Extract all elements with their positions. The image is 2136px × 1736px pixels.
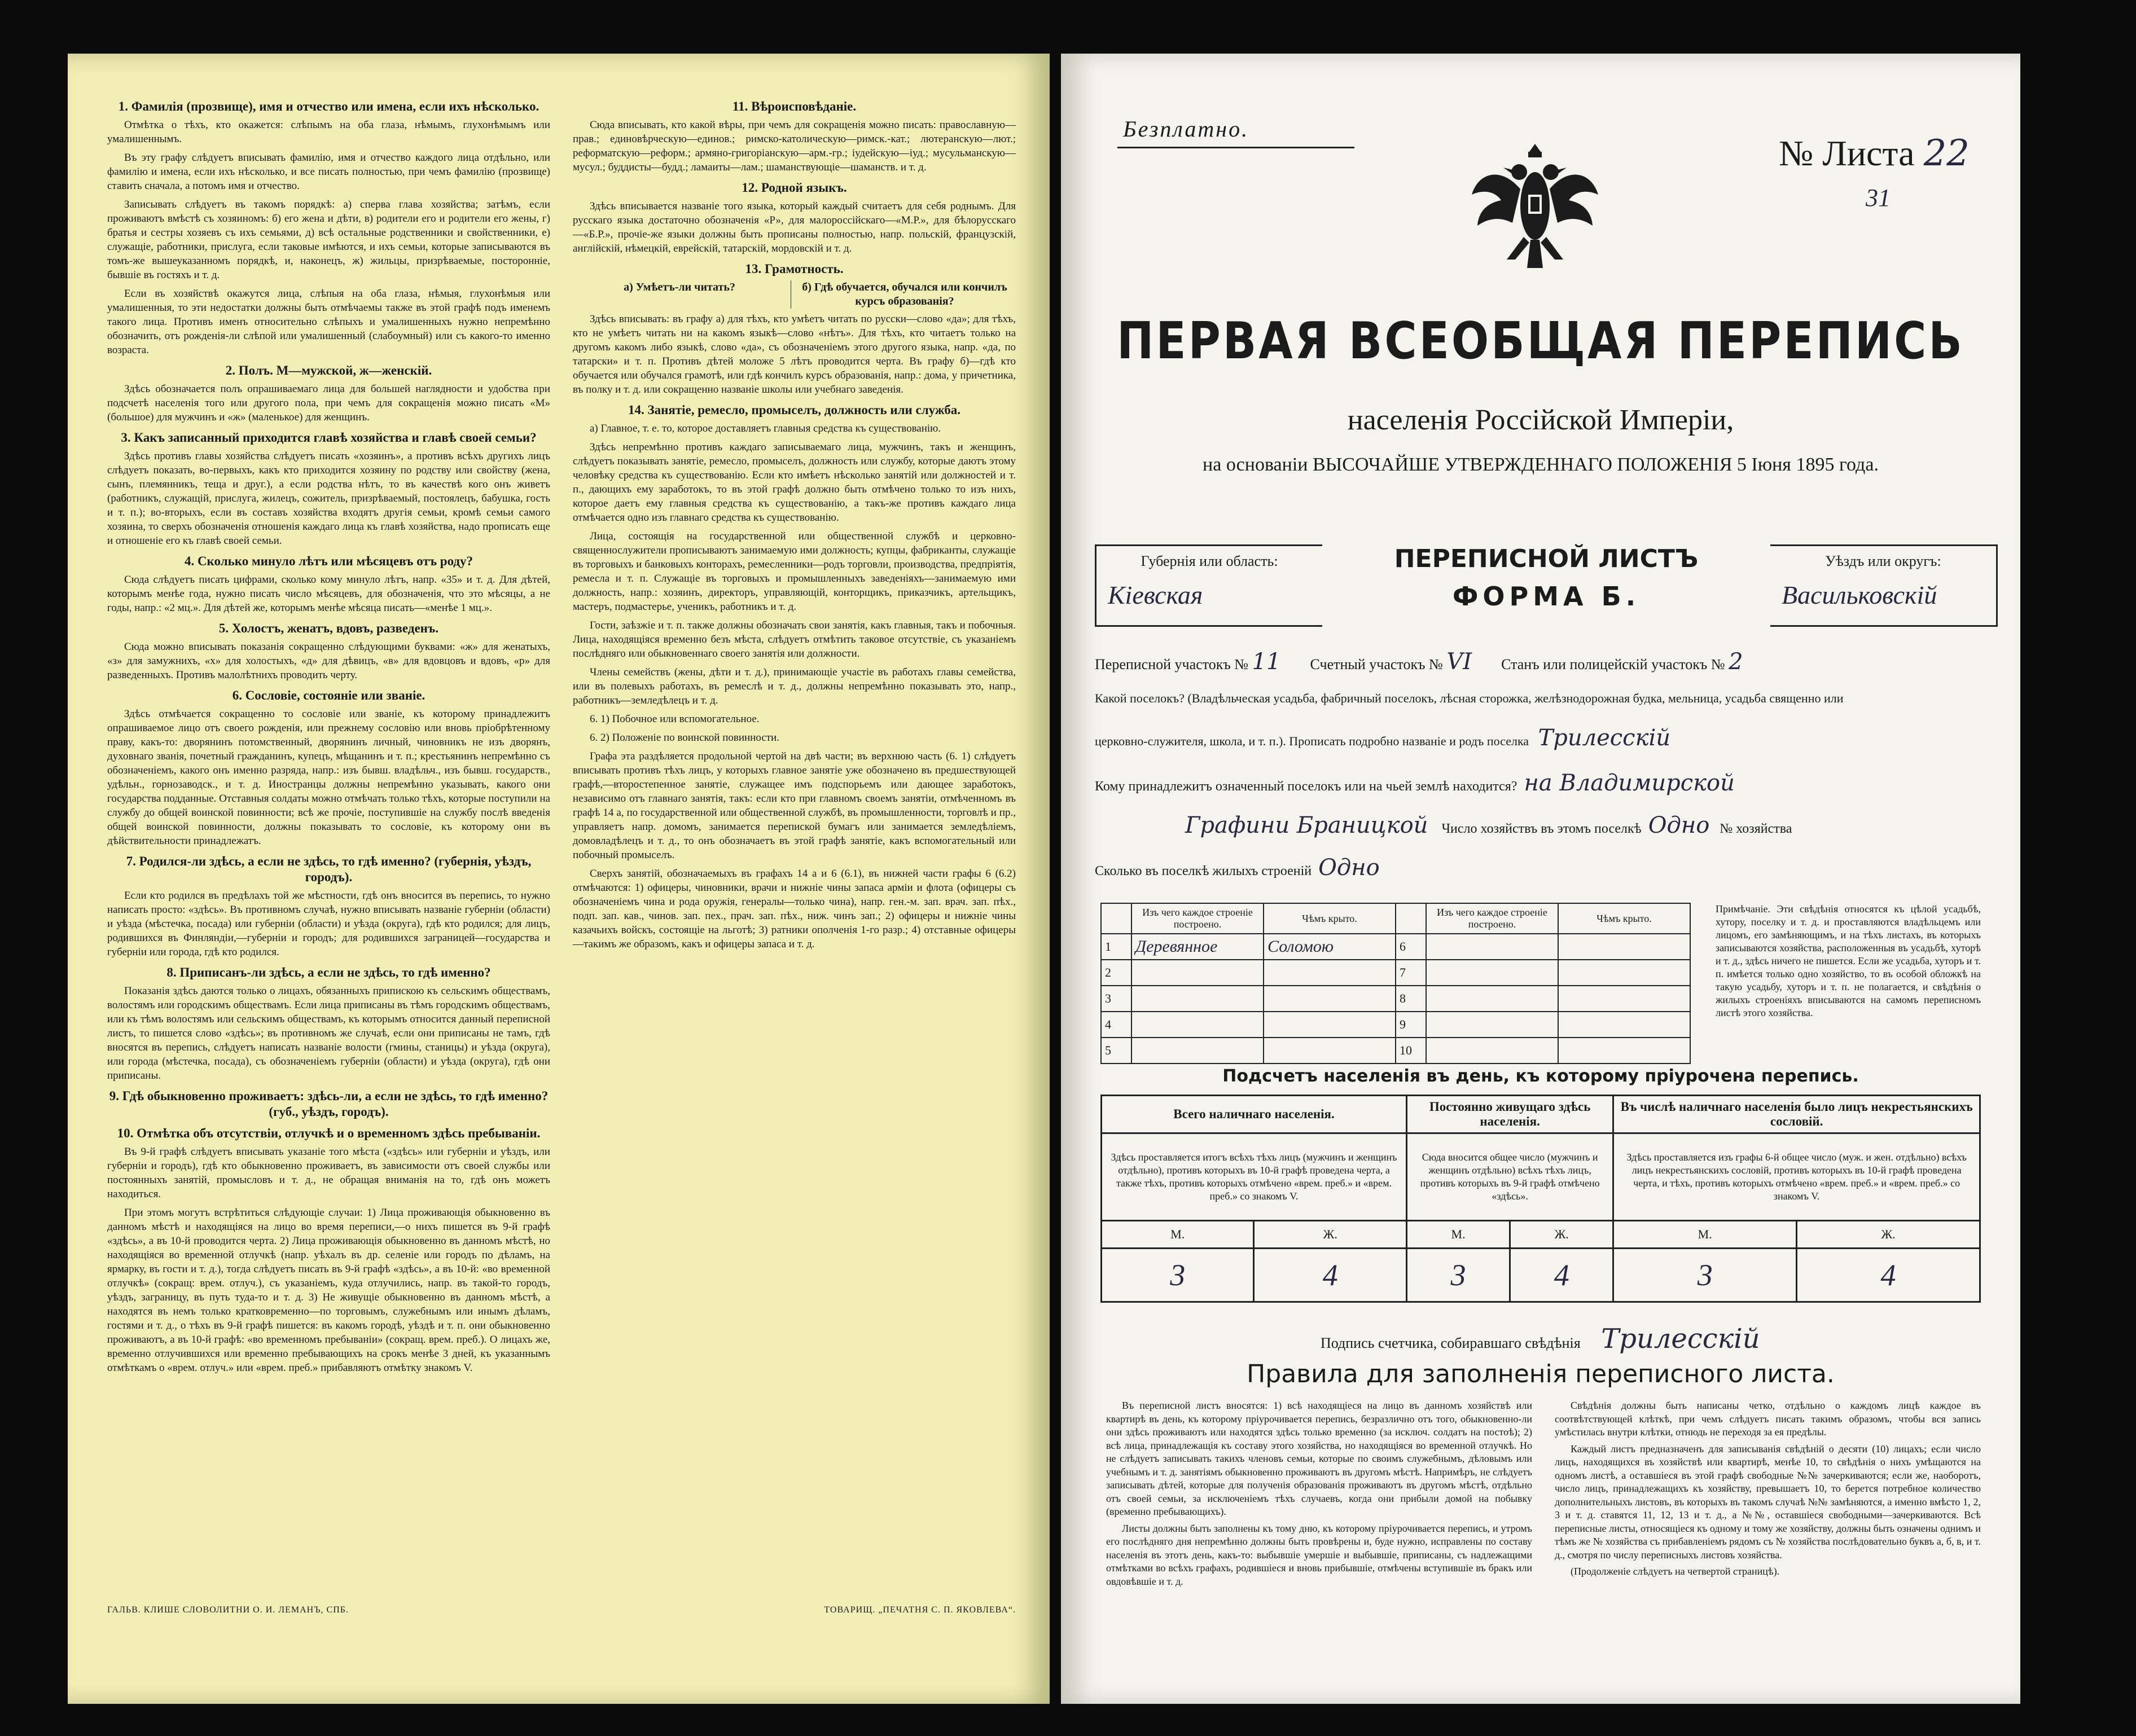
census-title: ПЕРВАЯ ВСЕОБЩАЯ ПЕРЕПИСЬ <box>1117 312 1964 371</box>
sheet-number-handwritten-2: 31 <box>1866 184 1891 212</box>
sheet-number-handwritten: 22 <box>1923 133 1970 174</box>
section-heading: 12. Родной языкъ. <box>742 181 847 195</box>
building-row <box>1101 986 1690 1012</box>
district-line <box>1095 649 1743 675</box>
instruction-paragraph: Сверхъ занятій, обозначаемыхъ въ графахъ 14 а и 6 (6.1), въ нижней части графы 6 (6.2) отмѣчаются: 1) офицеры, чиновники, врачи и нижніе чины запаса арміи и флота (офицеры съ обозначеніемъ чина и рода оружія, генералы—только чина), напр. ген.-м. зап. врач. зап. пѣх., подп. зап. кав., чинов. зап. пех., прач. зап. пѣх., ниж. чинъ зап.; 2) офицеры и нижніе чины казачьихъ войскъ, состоящіе на льготѣ; 3) ратники ополченія 1-го разр.; 4) отставные офицеры—такимъ же образомъ, какъ и офицеры запаса и т. д. <box>573 868 1016 950</box>
section-heading: 4. Сколько минуло лѣтъ или мѣсяцевъ отъ роду? <box>184 554 473 568</box>
building-number: 9 <box>1396 1012 1426 1038</box>
form-code: ФОРМА Б. <box>1452 581 1641 612</box>
census-district-label: Переписной участокъ № <box>1095 656 1249 673</box>
building-row <box>1101 960 1690 986</box>
non-peasant-female-count: 4 <box>1797 1249 1980 1302</box>
building-roof <box>1264 1038 1396 1063</box>
instruction-paragraph: Сюда можно вписывать показанія сокращенно слѣдующими буквами: «ж» для женатыхъ, «з» для замужнихъ, «х» для холостыхъ, «д» для дѣвицъ, «в» для вдовцовъ и вдовъ, «р» для разведенныхъ. Противъ малолѣтнихъ проводить черту. <box>107 641 550 681</box>
building-material <box>1426 1038 1558 1063</box>
building-row <box>1101 934 1690 960</box>
instruction-paragraph: Лица, состоящія на государственной или общественной службѣ и церковно-священнослужители прописываютъ занимаемую ими должность; купцы, фабриканты, служащіе въ торговыхъ и банковыхъ конторахъ, ремесленники—родъ торговли, производства, предпріятія, ремесла и т. п. Служащіе въ торговыхъ и промышленныхъ заведеніяхъ—занимаемую ими должность, напр.: хозяинъ, директоръ, управляющій, конторщикъ, приказчикъ, артельщикъ, мастеръ, подмастерье, ученикъ, работникъ и т. д. <box>573 530 1016 613</box>
building-row <box>1101 1012 1690 1038</box>
building-material <box>1131 960 1264 986</box>
owner-handwritten: на Владимирской <box>1524 770 1735 796</box>
building-material <box>1131 1038 1264 1063</box>
instruction-paragraph: Здѣсь вписывается названіе того языка, который каждый считаетъ для себя роднымъ. Для русскаго языка достаточно обозначенія «Р», для малороссійскаго—«М.Р.», для бѣлорусскаго—«Б.Р.», прочіе-же языки должны быть прописаны полностью, напр. польскій, французскій, англійскій, нѣмецкій, еврейскій, татарскій, мордовскій и т. д. <box>573 200 1016 254</box>
section-heading: 10. Отмѣтка объ отсутствіи, отлучкѣ и о временномъ здѣсь пребываніи. <box>117 1126 541 1140</box>
instruction-paragraph: 6. 1) Побочное или вспомогательное. <box>590 713 760 725</box>
instruction-paragraph: Графа эта раздѣляется продольной чертой на двѣ части; въ верхнюю часть (6. 1) слѣдуетъ вписывать противъ тѣхъ лицъ, у которыхъ главное занятіе уже обозначено въ предшествующей графѣ,—второстепенное занятіе, служащее имъ подспорьемъ или дающее заработокъ, независимо отъ главнаго занятія, такъ: если кто при главномъ своемъ занятіи, отмѣченномъ въ графѣ 14 а, по государственной или общественной службѣ, въ промышленности, торговлѣ и пр., управляетъ напр. домомъ, занимается перепиской бумагъ или занимается земледѣліемъ, домовладѣлецъ и т. д., то онъ обозначаетъ въ этой графѣ занятіе, какъ вспомогательный или побочный промыселъ. <box>573 750 1016 861</box>
signature-label: Подпись счетчика, собиравшаго свѣдѣнія <box>1321 1335 1581 1351</box>
rule-paragraph: (Продолженіе слѣдуетъ на четвертой страницѣ). <box>1571 1566 1780 1577</box>
population-count-title: Подсчетъ населенія въ день, къ которому пріурочена перепись. <box>1222 1066 1859 1086</box>
section-heading: 6. Сословіе, состояніе или званіе. <box>232 688 426 702</box>
section-heading: 11. Вѣроисповѣданіе. <box>732 99 857 113</box>
instructions-column-2 <box>573 93 1016 1588</box>
buildings-table <box>1100 903 1691 1064</box>
instruction-paragraph: Гости, заѣзжіе и т. п. также должны обозначать свои занятія, какъ главныя, такъ и побочныя. Лица, находящіяся временно безъ мѣста, слѣдуетъ отмѣтить таковое отсутствіе, съ указаніемъ послѣдняго или обыкновеннаго своего занятія или должности. <box>573 619 1016 660</box>
building-number: 3 <box>1101 986 1131 1012</box>
instruction-paragraph: Записывать слѣдуетъ въ такомъ порядкѣ: а) сперва глава хозяйства; затѣмъ, если проживаютъ вмѣстѣ съ хозяиномъ: б) его жена и дѣти, в) родители его и родители его жены, г) братья и сестры хозяевъ съ ихъ семьями, д) всѣ остальные родственники и свойственники, е) служащіе, работники, прислуга, если таковые имѣются, и ихъ семьи, которые записываются въ томъ-же вышеуказанномъ порядкѣ, и, наконецъ, ж) жильцы, призрѣваемые, посторонніе, бывшіе въ гостяхъ и т. д. <box>107 199 550 281</box>
building-roof <box>1264 986 1396 1012</box>
literacy-subheading: б) Гдѣ обучается, обучался или кончилъ курсъ образованія? <box>802 281 1007 307</box>
total-female-count: 4 <box>1254 1249 1407 1302</box>
settlement-name-line <box>1095 725 1670 751</box>
building-number: 7 <box>1396 960 1426 986</box>
building-roof <box>1558 1012 1690 1038</box>
instruction-paragraph: Сюда слѣдуетъ писать цифрами, сколько кому минуло лѣтъ, напр. «35» и т. д. Для дѣтей, которымъ менѣе года, нужно писать число мѣсяцевъ, для обозначенія, что это мѣсяцы, а не годы, напр.: «2 мц.». Для дѣтей же, которымъ менѣе мѣсяца писать—«менѣе 1 мц.». <box>107 574 550 614</box>
male-header: М. <box>1613 1221 1797 1249</box>
rule-paragraph: Свѣдѣнія должны быть написаны четко, отдѣльно о каждомъ лицѣ каждое въ соотвѣтствующей клѣткѣ, при чемъ слѣдуетъ писать такимъ образомъ, чтобы вся запись умѣстилась внутри клѣтки, отнюдь не переходя за ея предѣлы. <box>1555 1400 1981 1438</box>
resident-female-count: 4 <box>1510 1249 1613 1302</box>
building-material <box>1131 986 1264 1012</box>
census-subtitle: населенія Россійской Имперіи, <box>1347 404 1734 436</box>
section-heading: 2. Полъ. М—мужской, ж—женскій. <box>225 363 432 377</box>
section-heading: 9. Гдѣ обыкновенно проживаетъ: здѣсь-ли, а если не здѣсь, то гдѣ именно? (губ., уѣздъ, городъ). <box>109 1089 549 1119</box>
form-header-box <box>1095 544 1998 623</box>
counting-district-handwritten: VI <box>1446 649 1472 675</box>
uezd-label: Уѣздъ или округъ: <box>1825 553 1941 569</box>
counting-district-label: Счетный участокъ № <box>1310 656 1443 673</box>
male-header: М. <box>1406 1221 1510 1249</box>
building-material <box>1426 960 1558 986</box>
instruction-paragraph: а) Главное, т. е. то, которое доставляетъ главныя средства къ существованію. <box>590 423 941 434</box>
section-heading: 5. Холостъ, женатъ, вдовъ, разведенъ. <box>218 621 439 635</box>
rules-title: Правила для заполненія переписного листа. <box>1247 1360 1835 1388</box>
section-heading: 13. Грамотность. <box>745 262 844 276</box>
right-page <box>1061 54 2020 1704</box>
owner-line <box>1095 770 1735 796</box>
settlement-name-label: церковно-служителя, школа, и т. п.). Прописать подробно названіе и родъ поселка <box>1095 734 1529 748</box>
instruction-paragraph: Члены семействъ (жены, дѣти и т. д.), принимающіе участіе въ работахъ главы семейства, или въ полевыхъ работахъ, въ ремеслѣ и т. д., должны непремѣнно показывать это, напр., работникъ—земледѣлецъ и т. д. <box>573 666 1016 706</box>
double-headed-eagle-emblem-icon <box>1467 133 1603 279</box>
building-number: 8 <box>1396 986 1426 1012</box>
section-heading: 7. Родился-ли здѣсь, а если не здѣсь, то гдѣ именно? (губернія, уѣздъ, городъ). <box>126 854 532 884</box>
female-header: Ж. <box>1797 1221 1980 1249</box>
non-peasant-male-count: 3 <box>1613 1249 1797 1302</box>
enumerator-signature: Трилесскій <box>1601 1323 1760 1355</box>
building-material <box>1426 934 1558 960</box>
pop-total-text: Здѣсь проставляется итогъ всѣхъ тѣхъ лицъ (мужчинъ и женщинъ отдѣльно), противъ которыхъ въ 10-й графѣ проведена черта, а также тѣхъ, противъ которыхъ отмѣчено «врем. преб.» и «врем. преб.» со знакомъ V. <box>1102 1133 1407 1221</box>
building-material <box>1426 986 1558 1012</box>
census-legal-basis: на основаніи ВЫСОЧАЙШЕ УТВЕРЖДЕННАГО ПОЛОЖЕНІЯ 5 Іюня 1895 года. <box>1203 454 1879 475</box>
building-material <box>1426 1012 1558 1038</box>
households-handwritten: Одно <box>1648 812 1710 838</box>
settlement-name-handwritten: Трилесскій <box>1538 725 1671 751</box>
rule-paragraph: Листы должны быть заполнены къ тому дню, къ которому пріурочивается перепись, и утромъ его послѣдняго дня непремѣнно должны быть провѣрены и, буде нужно, исправлены по составу населенія въ этотъ день, какъ-то: выбывшіе умершіе и выбывшіе, приписаны, съ надлежащими отмѣтками во всѣхъ графахъ, родившіеся и вновь прибывшіе, отмѣчены вступившіе въ бракъ или овдовѣвшіе и т. д. <box>1106 1522 1532 1587</box>
stan-handwritten: 2 <box>1729 649 1743 675</box>
building-number: 4 <box>1101 1012 1131 1038</box>
population-table <box>1100 1095 1981 1303</box>
pop-resident-text: Сюда вносится общее число (мужчинъ и женщинъ отдѣльно) всѣхъ тѣхъ лицъ, противъ которыхъ въ 9-й графѣ отмѣчено «здѣсь». <box>1406 1133 1613 1221</box>
gubernia-handwritten: Кіевская <box>1108 581 1203 609</box>
literacy-subheading: а) Умѣетъ-ли читать? <box>573 280 791 309</box>
footer-left: ГАЛЬВ. КЛИШЕ СЛОВОЛИТНИ О. И. ЛЕМАНЪ, СПБ. <box>107 1605 349 1615</box>
instruction-paragraph: При этомъ могутъ встрѣтиться слѣдующіе случаи: 1) Лица проживающія обыкновенно въ данномъ мѣстѣ и находящіяся на лицо во время переписи,—о нихъ пишется въ 9-й графѣ «здѣсь», а въ 10-й проводится черта. 2) Лица проживающія обыкновенно въ данномъ мѣстѣ, но находящіяся во временной отлучкѣ (напр. уѣхалъ въ др. селеніе или городъ по дѣламъ, на ярмарку, въ гости и т. д.), тогда слѣдуетъ писать въ 9-й графѣ «здѣсь», а въ 10-й: «во временной отлучкѣ» (сокращ: врем. отлуч.), съ указаніемъ, куда отлучились, напр. въ такой-то городъ, уѣздъ, заграницу, въ путь туда-то и т. д. 3) Не живущіе обыкновенно въ данномъ мѣстѣ, а находятся въ немъ только кратковременно—по торговымъ, служебнымъ или инымъ дѣламъ, гостями и т. д., о тѣхъ въ 9-й графѣ пишется: въ какомъ городѣ, уѣздѣ и т. п. они обыкновенно проживаютъ, а въ 10-й графѣ: «во временномъ пребываніи» (сокращ. врем. преб.). О лицахъ же, временно отлучившихся или временно пребывающихъ на срокъ менѣе 3 дней, къ указаннымъ отмѣткамъ о «врем. отлуч.» или «врем. преб.» прибавляютъ отмѣтку знакомъ V. <box>107 1207 550 1374</box>
sheet-label: № Листа <box>1779 133 1915 173</box>
instruction-paragraph: Здѣсь обозначается полъ опрашиваемаго лица для большей наглядности и удобства при подсчетѣ населенія того или другого пола, при чемъ для сокращенія можно писать «М» (большое) для мужчинъ и «ж» (маленькое) для женщинъ. <box>107 383 550 423</box>
building-roof: Соломою <box>1264 934 1396 960</box>
instruction-paragraph: Здѣсь отмѣчается сокращенно то сословіе или званіе, къ которому принадлежитъ опрашиваемое лицо отъ своего рожденія, или прежнему сословію или вновь пріобрѣтенному праву, какъ-то: дворянинъ потомственный, дворянинъ личный, чиновникъ не изъ дворянъ, духовнаго званія, почетный гражданинъ, купецъ, мѣщанинъ и т. п.; крестьянинъ непремѣнно съ обозначеніемъ, какого онъ именно разряда, напр.: изъ бывш. владѣльч., изъ бывш. государств., удѣльн., горнозаводск., и т. д. Иностранцы должны непремѣнно указывать, какого они государства подданные. Отставныя солдаты можно отмѣчать только тѣхъ, которые поступили на службу до общей воинской повинности; всѣ же прочіе, поступившіе на службу послѣ введенія общей воинской повинности, должны показывать то сословіе, къ которому они въ дѣйствительности принадлежатъ. <box>107 708 550 847</box>
building-material <box>1131 1012 1264 1038</box>
instruction-paragraph: Отмѣтка о тѣхъ, кто окажется: слѣпымъ на оба глаза, нѣмымъ, глухонѣмымъ или умалишеннымъ. <box>107 119 550 145</box>
building-number: 1 <box>1101 934 1131 960</box>
settlement-type-line: Какой поселокъ? (Владѣльческая усадьба, фабричный поселокъ, лѣсная сторожка, желѣзнодорожная будка, мельница, усадьба священно или <box>1095 691 1844 705</box>
building-number: 10 <box>1396 1038 1426 1063</box>
instruction-paragraph: Здѣсь непремѣнно противъ каждаго записываемаго лица, мужчинъ, такъ и женщинъ, слѣдуетъ показывать занятіе, ремесло, промыселъ, должность или службу, которые даютъ этому человѣку средства къ существованію. Если кто имѣетъ нѣсколько занятій или должностей и т. п., дающихъ ему заработокъ, то въ этой графѣ должно быть отмѣчено только то изъ нихъ, которое даетъ ему главныя средства къ существованію, а такъ-же противъ каждаго лица отмѣчается одно изъ главнаго средства къ существованію. <box>573 441 1016 524</box>
instruction-columns <box>107 93 1016 1588</box>
pop-non-peasant-text: Здѣсь проставляется изъ графы 6-й общее число (муж. и жен. отдѣльно) всѣхъ лицъ некрестьянскихъ сословій, противъ которыхъ въ 10-й графѣ проведена черта, и тѣхъ, противъ которыхъ отмѣчено «врем. преб.» и «врем. преб.» со знакомъ V. <box>1613 1133 1980 1221</box>
left-page <box>68 54 1050 1704</box>
free-label: Безплатно. <box>1123 116 1249 142</box>
owner-label: Кому принадлежитъ означенный поселокъ или на чьей землѣ находится? <box>1095 779 1517 794</box>
buildings-line <box>1095 855 1380 881</box>
instruction-paragraph: Здѣсь вписывать: въ графу а) для тѣхъ, кто умѣетъ читать по русски—слово «да»; для тѣхъ, кто не умѣетъ читать ни на какомъ языкѣ—слово «нѣтъ». Для тѣхъ, кто читаетъ только на другомъ какомъ либо языкѣ, слово «да», съ обозначеніемъ этого другого языка, напр. «да, по татарски» и т. п. Противъ дѣтей моложе 5 лѣтъ проводится черта. Въ графу б)—гдѣ кто обучается или обучался грамотѣ, или гдѣ кончилъ курсъ образованія, напр.: дома, у причетника, въ полку и т. д. или сокращенно названіе школы или учебнаго заведенія. <box>573 313 1016 395</box>
building-roof <box>1264 960 1396 986</box>
gubernia-box <box>1095 544 1322 627</box>
building-number: 6 <box>1396 934 1426 960</box>
instruction-paragraph: Въ 9-й графѣ слѣдуетъ вписывать указаніе того мѣста («здѣсь» или губерніи и уѣздъ, или губерніи и городъ), гдѣ кто обыкновенно проживаетъ, въ зависимости отъ своей службы или постоянныхъ занятій, промысловъ и т. д., не обращая вниманія на то, гдѣ онъ можетъ находиться. <box>107 1146 550 1200</box>
rule-paragraph: Въ переписной листъ вносятся: 1) всѣ находящіеся на лицо въ данномъ хозяйствѣ или квартирѣ въ день, къ которому пріурочивается перепись, безразлично отъ того, обыкновенно-ли они здѣсь проживаютъ или находятся здѣсь только временно (за исключ. солдатъ на постоѣ); 2) всѣ лица, принадлежащія къ составу этого хозяйства, но находящіяся во временной отлучкѣ. Но не слѣдуетъ записывать такихъ членовъ семьи, которые по своимъ служебнымъ, дѣловымъ или учебнымъ и т. д. занятіямъ обыкновенно проживаютъ въ другомъ мѣстѣ. Напримѣръ, не слѣдуетъ записывать дѣтей, которые для полученія образованія проживаютъ въ другомъ мѣстѣ, отдѣльно отъ своей семьи, за исключеніемъ тѣхъ случаевъ, когда они прибыли домой на побывку (временно пребывающихъ). <box>1106 1400 1532 1517</box>
bld-roof-header: Чѣмъ крыто. <box>1264 903 1396 934</box>
form-title: ПЕРЕПИСНОЙ ЛИСТЪ <box>1394 544 1699 573</box>
bld-material-header: Изъ чего каждое строеніе построено. <box>1131 903 1264 934</box>
instruction-paragraph: Здѣсь противъ главы хозяйства слѣдуетъ писать «хозяинъ», а противъ всѣхъ другихъ лицъ слѣдуетъ показать, во-первыхъ, какъ кто приходится хозяину по родству или свойству (жена, сынъ, племянникъ, теща и друг.), а если родства нѣтъ, то въ качествѣ кого онъ живетъ (работникъ, служащій, прислуга, жилецъ, сожитель, призрѣваемый, постоялецъ, бабушка, гость и т. п.); во-вторыхъ, если въ составъ хозяйства входятъ другія семьи, кромѣ семьи самого хозяина, то сверхъ обозначенія отношенія каждаго лица къ главѣ хозяйства, надо прописать еще и отношеніе его къ главѣ своей семьи. <box>107 450 550 547</box>
literacy-subheadings <box>573 280 1016 309</box>
rules-column-2 <box>1555 1399 1981 1592</box>
building-material: Деревянное <box>1131 934 1264 960</box>
instruction-paragraph: 6. 2) Положеніе по воинской повинности. <box>590 732 779 744</box>
building-roof <box>1558 1038 1690 1063</box>
section-heading: 14. Занятіе, ремесло, промыселъ, должность или служба. <box>628 403 960 417</box>
instructions-column-1 <box>107 93 550 1588</box>
building-number: 5 <box>1101 1038 1131 1063</box>
buildings-note: Примѣчаніе. Эти свѣдѣнія относятся къ цѣлой усадьбѣ, хутору, поселку и т. д. и проставляются владѣльцемъ или лицомъ, его замѣняющимъ, и на тѣхъ листахъ, въ которыхъ записываются хозяйства, расположенныя въ усадьбѣ, хуторѣ и т. д., здѣсь ничего не пишется. Если же усадьба, хуторъ и т. п. имѣется только одно хозяйство, то въ особой обложкѣ на такую усадьбу, хуторъ и т. п. не полагается, и свѣдѣнія о жилыхъ строеніяхъ вписываются на самомъ переписномъ листѣ этого хозяйства. <box>1716 903 1981 1018</box>
bld-material-header-2: Изъ чего каждое строеніе построено. <box>1426 903 1558 934</box>
rules-text <box>1106 1399 1981 1592</box>
resident-male-count: 3 <box>1406 1249 1510 1302</box>
building-roof <box>1264 1012 1396 1038</box>
section-heading: 1. Фамилія (прозвище), имя и отчество или имена, если ихъ нѣсколько. <box>118 99 540 113</box>
bld-roof-header-2: Чѣмъ крыто. <box>1558 903 1690 934</box>
free-underline <box>1117 147 1354 148</box>
enumerator-signature-line <box>1321 1323 1760 1355</box>
household-number-label: № хозяйства <box>1720 821 1792 836</box>
owner-line-2 <box>1095 812 1792 838</box>
gubernia-label: Губернія или область: <box>1141 553 1278 569</box>
total-male-count: 3 <box>1102 1249 1254 1302</box>
buildings-handwritten: Одно <box>1318 855 1380 881</box>
uezd-handwritten: Васильковскій <box>1782 581 1937 609</box>
instruction-paragraph: Если кто родился въ предѣлахъ той же мѣстности, гдѣ онъ вносится въ перепись, то нужно написать просто: «здѣсь». Въ противномъ случаѣ, нужно вписывать названіе губерніи (области) и уѣзда (мѣстечка, посада) или губерніи (области) и уѣзда (округа), гдѣ кто родился; для лицъ, родившихся въ Финляндіи,—губерніи и городъ; для родившихся заграницей—государства и губерніи или города, гдѣ кто родился. <box>107 890 550 958</box>
buildings-label: Сколько въ поселкѣ жилыхъ строеній <box>1095 864 1312 878</box>
section-heading: 3. Какъ записанный приходится главѣ хозяйства и главѣ своей семьи? <box>121 430 537 445</box>
male-header: М. <box>1102 1221 1254 1249</box>
building-roof <box>1558 934 1690 960</box>
census-district-handwritten: 11 <box>1252 649 1281 675</box>
households-label: Число хозяйствъ въ этомъ поселкѣ <box>1441 821 1642 836</box>
instruction-paragraph: Показанія здѣсь даются только о лицахъ, обязанныхъ припискою къ сельскимъ обществамъ, волостямъ или городскимъ обществамъ. Если лица приписаны въ тѣмъ городскимъ обществамъ, или къ тѣмъ волостямъ или сельскимъ обществамъ, къ которымъ относится данный переписной листъ, то пишется слово «здѣсь»; въ противномъ же случаѣ, если они приписаны не тамъ, гдѣ вносятся въ перепись, слѣдуетъ написать названіе волости (гмины, станицы) и уѣзда (округа), или города (мѣстечка, посада), съ обозначеніемъ губерніи (области) и уѣзда (округа), гдѣ они приписаны. <box>107 985 550 1082</box>
stan-label: Станъ или полицейскій участокъ № <box>1501 656 1725 673</box>
owner-handwritten-2: Графини Браницкой <box>1185 812 1428 838</box>
section-heading: 8. Приписанъ-ли здѣсь, а если не здѣсь, то гдѣ именно? <box>166 965 491 979</box>
building-number: 2 <box>1101 960 1131 986</box>
rule-paragraph: Каждый листъ предназначенъ для записыванія свѣдѣній о десяти (10) лицахъ; если число лицъ, находящихся въ хозяйствѣ или квартирѣ, менѣе 10, то свѣдѣнія о нихъ умѣщаются на одномъ листѣ, а оставшіеся въ этой графѣ свободные №№ зачеркиваются; если же, наоборотъ, число лицъ, принадлежащихъ къ хозяйству, превышаетъ 10, то берется потребное количество дополнительныхъ листовъ, въ которыхъ въ такомъ случаѣ №№ замѣняются, а именно вмѣсто 1, 2, 3 и т. д. ставятся 11, 12, 13 и т. д., а №№, оставшіеся свободными—зачеркиваются. Всѣ переписные листы, относящіеся къ одному и тому же хозяйству, должны быть означены однимъ и тѣмъ же № хозяйства съ прибавленіемъ рядомъ съ № хозяйства послѣдовательно буквъ а, б, в, и т. д., смотря по числу переписныхъ листовъ хозяйства. <box>1555 1443 1981 1561</box>
pop-total-header: Всего наличнаго населенія. <box>1102 1096 1407 1133</box>
female-header: Ж. <box>1510 1221 1613 1249</box>
printer-footer <box>107 1605 1016 1615</box>
instruction-paragraph: Сюда вписывать, кто какой вѣры, при чемъ для сокращенія можно писать: православную—прав.; единовѣрческую—единов.; римско-католическую—римск.-кат.; лютеранскую—лют.; реформатскую—реформ.; армяно-григоріанскую—арм.-гр.; іудейскую—іуд.; мусульманскую—мусул.; буддисты—будд.; ламаиты—лам.; шаманствующіе—шаманств. и т. д. <box>573 119 1016 173</box>
building-roof <box>1558 986 1690 1012</box>
instruction-paragraph: Если въ хозяйствѣ окажутся лица, слѣпыя на оба глаза, нѣмыя, глухонѣмыя или умалишенныя, то эти недостатки должны быть отмѣчаемы также въ этой графѣ подъ именемъ такого лица. Противъ именъ относительно слѣпыхъ и умалишенныхъ нужно непремѣнно обозначить, отъ рожденія-ли слѣпой или умалишенный (слабоумный) или съ какого-то именно возраста. <box>107 288 550 356</box>
instruction-paragraph: Въ эту графу слѣдуетъ вписывать фамилію, имя и отчество каждого лица отдѣльно, или фамилію и имена, если ихъ нѣсколько, и все писать полностью, при чемъ фамилію (прозвище) ставить сначала, а потомъ имя и отчество. <box>107 152 550 192</box>
uezd-box <box>1770 544 1998 627</box>
building-roof <box>1558 960 1690 986</box>
pop-non-peasant-header: Въ числѣ наличнаго населенія было лицъ некрестьянскихъ сословій. <box>1613 1096 1980 1133</box>
pop-resident-header: Постоянно живущаго здѣсь населенія. <box>1406 1096 1613 1133</box>
sheet-number <box>1779 133 1970 174</box>
rules-column-1 <box>1106 1399 1532 1592</box>
footer-right: ТОВАРИЩ. „ПЕЧАТНЯ С. П. ЯКОВЛЕВА“. <box>824 1605 1016 1615</box>
form-type <box>1349 544 1744 612</box>
building-row <box>1101 1038 1690 1063</box>
female-header: Ж. <box>1254 1221 1407 1249</box>
